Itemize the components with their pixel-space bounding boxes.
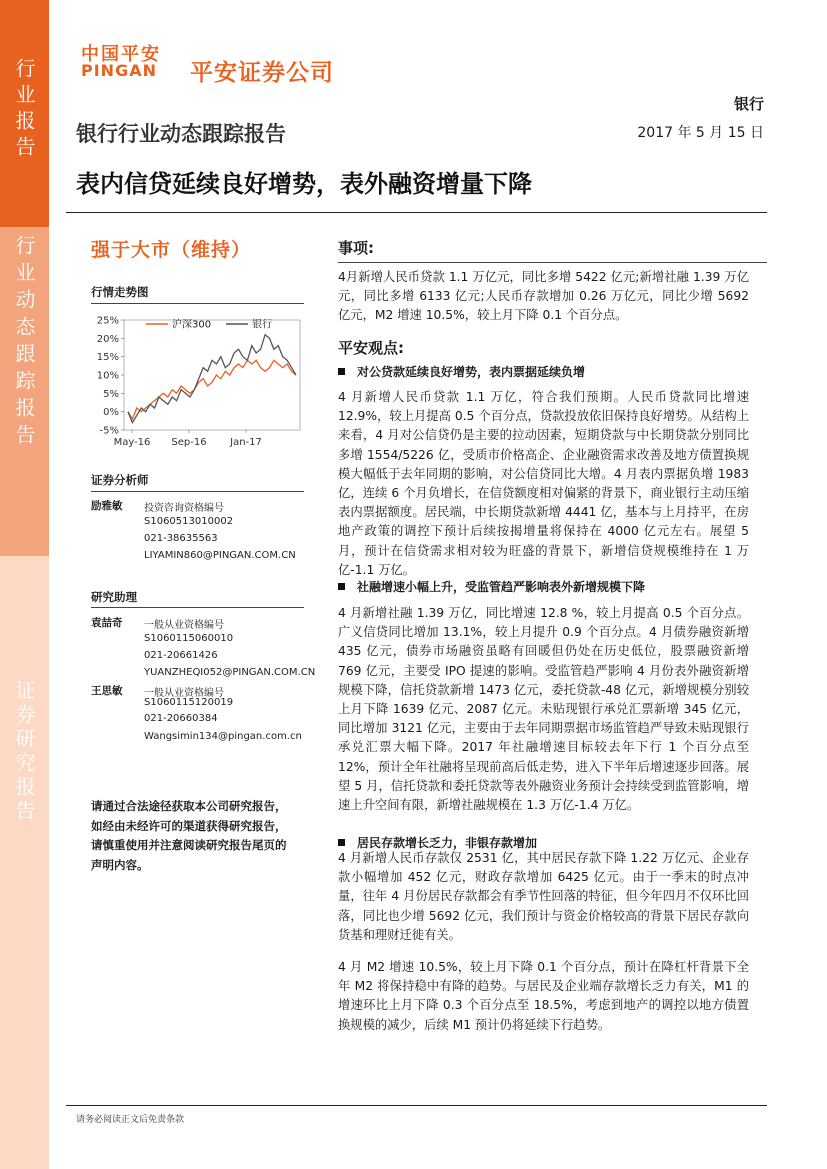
company-name: 平安证券公司 (190, 60, 334, 86)
legend-label: 沪深300 (172, 319, 212, 331)
y-tick-label: 10% (96, 370, 119, 382)
events-paragraph: 4月新增人民币贷款 1.1 万亿元，同比多增 5422 亿元;新增社融 1.39 万亿元，同比多增 6133 亿元;人民币存款增加 0.26 万亿元，同比少增 5692 亿元，M2 增速 10.5%，较上月下降 0.1 个百分点。 (338, 270, 749, 323)
x-tick-label: Sep-16 (171, 437, 207, 448)
body-paragraph: 4 月新增人民币贷款 1.1 万亿，符合我们预期。人民币贷款同比增速 12.9%，较上月提高 0.5 个百分点，贷款投放依旧保持良好增势。从结构上来看，4 月对公信贷仍是主要的拉动因素，短期贷款与中长期贷款分别同比多增 1554/5226 亿，受质市价格高企、企业融资需求改善及地方债置换规模大幅低于去年同期的影响，对公信贷同比大增。4 月表内票据负增 1983 亿，连续 6 个月负增长，在信贷额度相对偏紧的背景下，商业银行主动压缩表内票据额度。居民端，中长期贷款新增 4441 亿，基本与上月持平，在房地产政策的调控下预计后续按揭增量将保持在 4000 亿元左右。展望 5 月，预计在信贷需求相对较为旺盛的背景下，新增信贷规模维持在 1 万亿-1.1 万亿。 (338, 390, 749, 577)
analysts-section-label: 证券分析师 (91, 473, 149, 487)
logo-cn: 中国平安 (81, 44, 161, 65)
views-title: 平安观点: (338, 339, 404, 357)
assistant-phone: 021-20661426 (144, 650, 218, 661)
assistant-email[interactable]: Wangsimin134@pingan.com.cn (144, 731, 302, 742)
section-divider (338, 262, 767, 263)
subheading (338, 578, 645, 595)
assistant-qualification: 一般从业资格编号 (144, 620, 224, 631)
footer-divider (66, 1105, 767, 1106)
bullet-square-icon (338, 839, 345, 846)
y-tick-label: 0% (103, 407, 119, 419)
chart-frame (124, 320, 300, 430)
sidebar-tab-label: 行业报告 (12, 58, 36, 162)
body-paragraph: 4 月新增人民币存款仅 2531 亿，其中居民存款下降 1.22 万亿元、企业存款小幅增加 452 亿元，财政存款增加 6425 亿元。由于一季末的时点冲量，往年 4 月份居民存款都会有季节性回落的特征，但今年四月不仅环比回落，同比也少增 5692 亿元，我们预计与资金价格较高的背景下居民存款向货基和理财迁徙有关。 (338, 851, 749, 942)
industry-label: 银行 (733, 95, 764, 113)
header-divider (66, 212, 767, 213)
analyst-name: 励雅敏 (91, 500, 123, 512)
assistant-name: 袁喆奇 (91, 617, 123, 629)
subheading-text: 对公贷款延续良好增势，表内票据延续负增 (357, 365, 586, 379)
report-type: 银行行业动态跟踪报告 (76, 122, 286, 146)
x-tick-label: Jan-17 (230, 437, 262, 448)
legend-label: 银行 (252, 319, 272, 331)
subheading-text: 居民存款增长乏力，非银存款增加 (357, 836, 538, 850)
section-divider (91, 607, 304, 608)
analyst-license-no: S1060513010002 (144, 516, 234, 527)
assistant-name: 王思敏 (91, 685, 123, 697)
chart-section-label: 行情走势图 (91, 285, 149, 299)
y-tick-label: 20% (96, 333, 119, 345)
analyst-phone: 021-38635563 (144, 533, 218, 544)
body-paragraph: 4 月 M2 增速 10.5%，较上月下降 0.1 个百分点，预计在降杠杆背景下全年 M2 将保持稳中有降的趋势。与居民及企业端存款增长乏力有关，M1 的增速环比上月下降 0.3 个百分点至 18.5%，考虑到地产的调控以地方债置换规模的减少，后续 M1 预计仍将延续下行趋势。 (338, 960, 749, 1032)
assistant-phone: 021-20660384 (144, 713, 218, 724)
assistant-email[interactable]: YUANZHEQI052@PINGAN.COM.CN (144, 667, 316, 678)
rating: 强于大市（维持） (91, 239, 252, 261)
y-tick-label: 5% (103, 388, 119, 400)
assistant-license-no: S1060115060010 (144, 633, 234, 644)
events-title: 事项: (338, 239, 374, 257)
series-line-hs300 (128, 360, 296, 419)
body-paragraph: 4 月新增社融 1.39 万亿，同比增速 12.8 %，较上月提高 0.5 个百分点。广义信贷同比增加 13.1%，较上月提升 0.9 个百分点。4 月债券融资新增 435 亿元，债券市场融资虽略有回暖但仍处在历史低位，股票融资新增 769 亿元，主要受 IPO 提速的影响。受监管趋严影响 4 月份表外融资新增规模下降，信托贷款新增 1473 亿元，委托贷款-48 亿元，新增规模分别较上月下降 1639 亿元、2087 亿元。未贴现银行承兑汇票新增 345 亿元，同比增加 3121 亿元，主要由于去年同期票据市场监管趋严导致未贴现银行承兑汇票大幅下降。2017 年社融增速目标较去年下行 1 个百分点至 12%，预计全年社融将呈现前高后低走势，进入下半年后增速逐步回落。展望 5 月，信托贷款和委托贷款等表外融资业务预计会持续受到监管影响，增速上升空间有限，新增社融规模在 1.3 万亿-1.4 万亿。 (338, 606, 749, 813)
subheading-text: 社融增速小幅上升，受监管趋严影响表外新增规模下降 (357, 580, 646, 594)
footer-disclaimer: 请务必阅读正文后免责条款 (76, 1115, 185, 1125)
section-divider (91, 303, 304, 304)
report-date: 2017 年 5 月 15 日 (637, 125, 764, 141)
sidebar-tab-label: 证券研究报告 (12, 680, 36, 824)
assistant-license-no: S1060115120019 (144, 697, 234, 708)
disclaimer: 请通过合法途径获取本公司研究报告，如经由未经许可的渠道获得研究报告，请慎重使用并注意阅读研究报告尾页的声明内容。 (91, 799, 287, 872)
y-tick-label: 25% (96, 315, 119, 327)
series-line-bank (128, 335, 296, 423)
logo-en: PINGAN (81, 61, 157, 80)
sidebar-tab-industry-report (0, 0, 49, 227)
bullet-square-icon (338, 368, 345, 375)
assistants-section-label: 研究助理 (91, 590, 137, 604)
subheading (338, 363, 585, 380)
analyst-email[interactable]: LIYAMIN860@PINGAN.COM.CN (144, 550, 296, 561)
market-trend-chart (88, 310, 308, 460)
page-title: 表内信贷延续良好增势，表外融资增量下降 (76, 170, 532, 198)
section-divider (91, 491, 304, 492)
y-tick-label: -5% (99, 425, 119, 437)
x-tick-label: May-16 (113, 437, 151, 448)
bullet-square-icon (338, 583, 345, 590)
sidebar-tab-label: 行业动态跟踪报告 (12, 235, 36, 451)
analyst-qualification: 投资咨询资格编号 (144, 503, 224, 514)
y-tick-label: 15% (96, 352, 119, 364)
assistant-qualification: 一般从业资格编号 (144, 688, 224, 699)
sidebar-tab-dynamic-tracking (0, 227, 49, 556)
sidebar-tab-securities-research (0, 556, 49, 1169)
